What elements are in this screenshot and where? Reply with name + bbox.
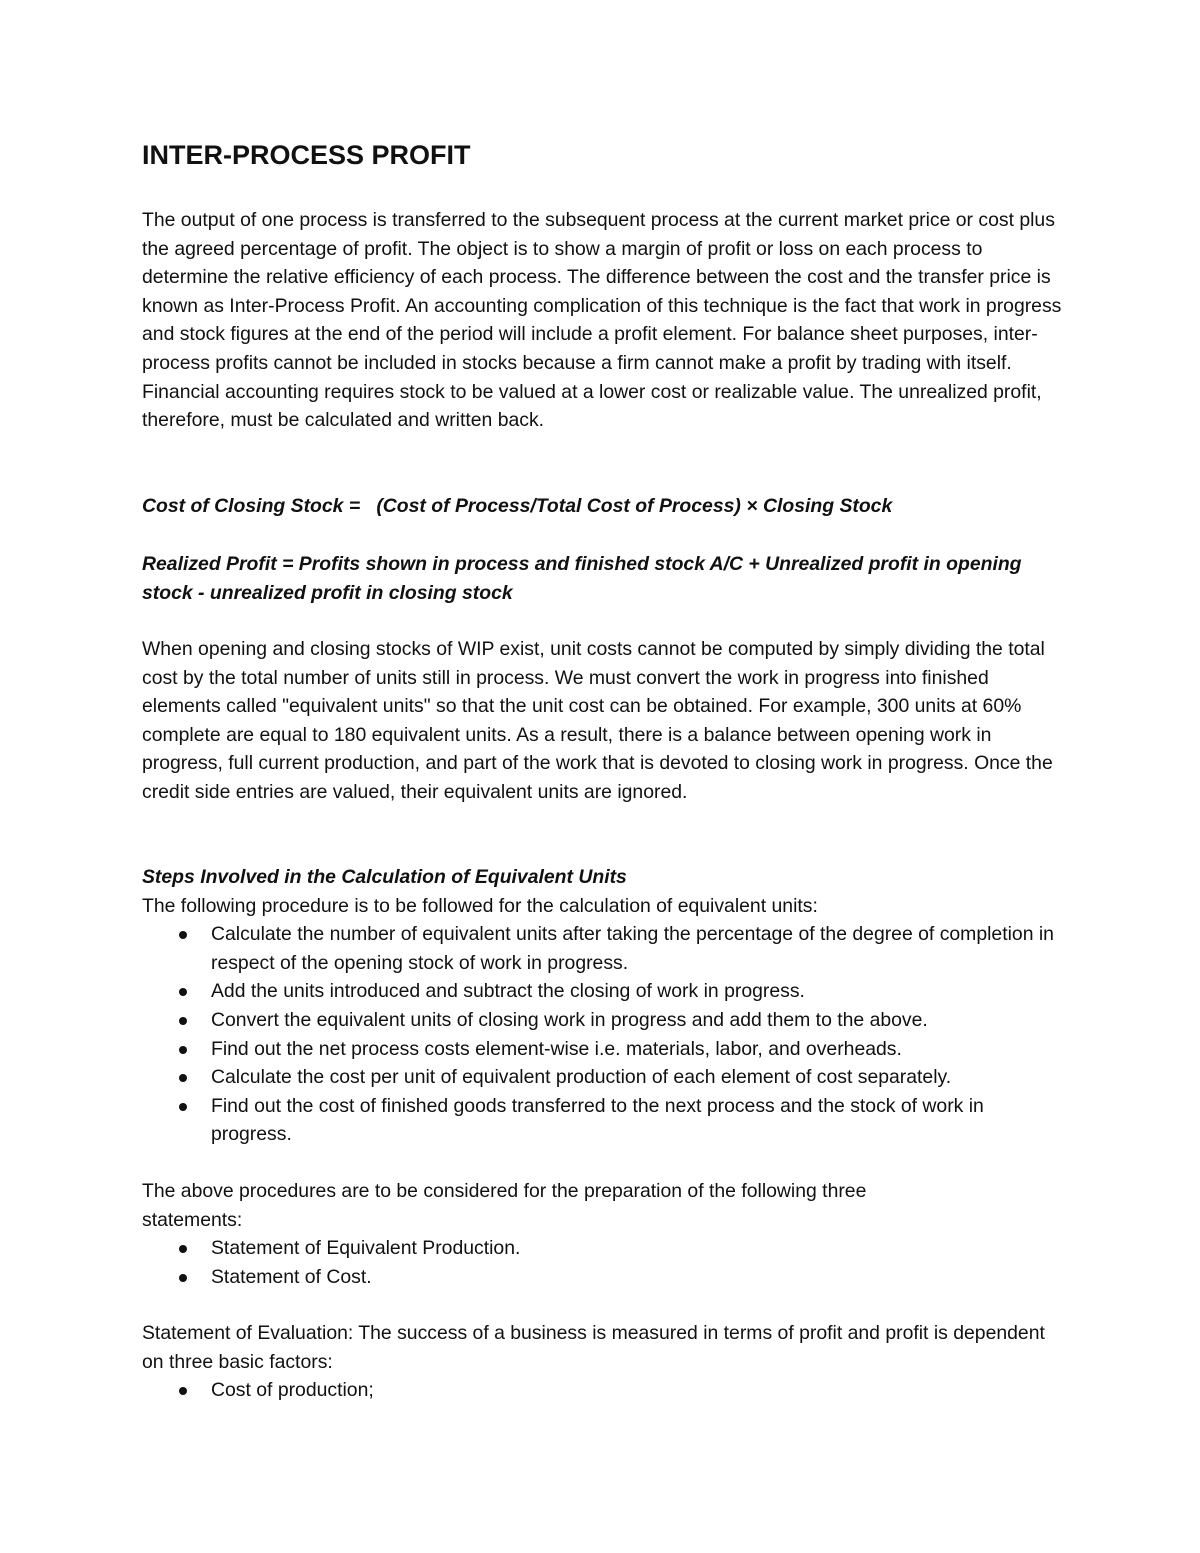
bullet-icon: [179, 1046, 187, 1054]
list-item: [142, 1234, 1062, 1263]
list-item: [142, 1376, 1062, 1405]
list-item: [142, 1035, 1062, 1064]
list-item-text: Add the units introduced and subtract the closing of work in progress.: [211, 980, 805, 1003]
list-item-text: Statement of Cost.: [211, 1265, 372, 1288]
list-item: [142, 977, 1062, 1006]
bullet-icon: [179, 1274, 187, 1282]
formula-closing-stock: Cost of Closing Stock = (Cost of Process/Total Cost of Process) × Closing Stock: [142, 495, 893, 517]
bullet-icon: [179, 1387, 187, 1395]
formula-realized-profit: Realized Profit = Profits shown in process and finished stock A/C + Unrealized profit in opening stock - unrealized profit in closing stock: [142, 553, 1022, 604]
formula-realized-profit-block: [142, 550, 1062, 607]
statements-list: [142, 1234, 1062, 1291]
formula-closing-stock-block: [142, 492, 1062, 521]
steps-list: [142, 920, 1062, 1149]
list-item: [142, 920, 1062, 977]
wip-paragraph-block: [142, 635, 1062, 807]
steps-intro: The following procedure is to be followed for the calculation of equivalent units:: [142, 894, 818, 917]
steps-heading: Steps Involved in the Calculation of Equivalent Units: [142, 866, 627, 888]
evaluation-list: [142, 1376, 1062, 1405]
list-item-text: Convert the equivalent units of closing work in progress and add them to the above.: [211, 1008, 928, 1031]
bullet-icon: [179, 1074, 187, 1082]
steps-section: [142, 863, 1062, 1149]
list-item-text: Calculate the number of equivalent units after taking the percentage of the degree of completion in respect of the opening stock of work in progress.: [211, 923, 1054, 974]
bullet-icon: [179, 1017, 187, 1025]
page-title: INTER-PROCESS PROFIT: [142, 140, 471, 170]
bullet-icon: [179, 1245, 187, 1253]
evaluation-section: [142, 1319, 1062, 1405]
list-item-text: Calculate the cost per unit of equivalent production of each element of cost separately.: [211, 1066, 952, 1089]
intro-paragraph-block: [142, 206, 1062, 435]
list-item-text: Find out the cost of finished goods transferred to the next process and the stock of work in progress.: [211, 1094, 984, 1146]
bullet-icon: [179, 1103, 187, 1111]
statements-intro: The above procedures are to be considered for the preparation of the following three statements:: [142, 1180, 867, 1231]
statements-section: [142, 1177, 1062, 1291]
list-item: [142, 1063, 1062, 1092]
list-item-text: Find out the net process costs element-wise i.e. materials, labor, and overheads.: [211, 1037, 902, 1060]
list-item: [142, 1006, 1062, 1035]
list-item-text: Cost of production;: [211, 1379, 374, 1402]
list-item: [142, 1263, 1062, 1292]
bullet-icon: [179, 988, 187, 996]
wip-paragraph: When opening and closing stocks of WIP exist, unit costs cannot be computed by simply dividing the total cost by the total number of units still in process. We must convert the work in progress into finished elements called "equivalent units" so that the unit cost can be obtained. For example, 300 units at 60% complete are equal to 180 equivalent units. As a result, there is a balance between opening work in progress, full current production, and part of the work that is devoted to closing work in progress. Once the credit side entries are valued, their equivalent units are ignored.: [142, 638, 1053, 803]
list-item-text: Statement of Equivalent Production.: [211, 1237, 521, 1260]
list-item: [142, 1092, 1062, 1149]
intro-paragraph: The output of one process is transferred to the subsequent process at the current market price or cost plus the agreed percentage of profit. The object is to show a margin of profit or loss on each process to determine the relative efficiency of each process. The difference between the cost and the transfer price is known as Inter-Process Profit. An accounting complication of this technique is the fact that work in progress and stock figures at the end of the period will include a profit element. For balance sheet purposes, inter-process profits cannot be included in stocks because a firm cannot make a profit by trading with itself. Financial accounting requires stock to be valued at a lower cost or realizable value. The unrealized profit, therefore, must be calculated and written back.: [142, 209, 1062, 432]
evaluation-intro: Statement of Evaluation: The success of a business is measured in terms of profit and profit is dependent on three basic factors:: [142, 1322, 1045, 1373]
bullet-icon: [179, 931, 187, 939]
